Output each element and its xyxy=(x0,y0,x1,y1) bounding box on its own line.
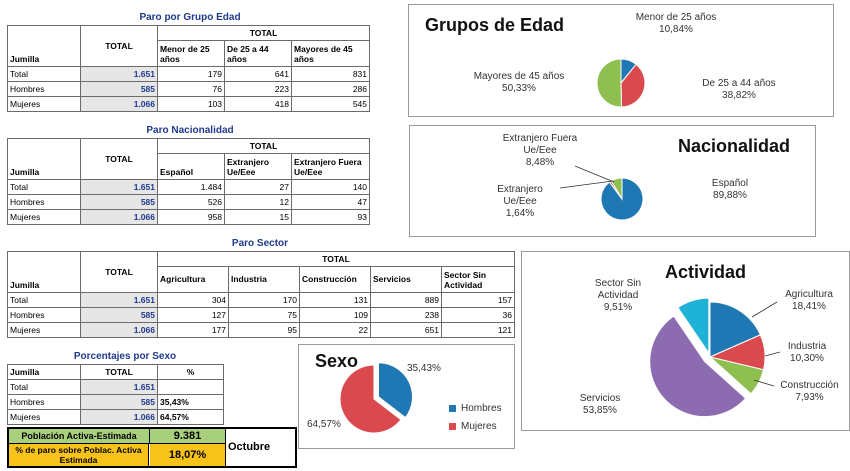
nac-col-0: Español xyxy=(158,154,225,180)
table-cell-total: 585 xyxy=(81,195,158,210)
chart-act-label-3: Servicios 53,85% xyxy=(579,393,621,416)
chart-edad-label-1: De 25 a 44 años 38,82% xyxy=(702,78,776,101)
table-row-label: Total xyxy=(8,67,81,82)
edad-col-1: De 25 a 44 años xyxy=(225,41,292,67)
table-cell: 177 xyxy=(158,323,229,338)
table-cell-pct: 35,43% xyxy=(158,395,224,410)
table-cell: 651 xyxy=(371,323,442,338)
table-cell-total: 1.066 xyxy=(81,97,158,112)
table-cell: 131 xyxy=(300,293,371,308)
chart-edad-box xyxy=(408,4,834,117)
table-row-label: Hombres xyxy=(8,395,81,410)
chart-nac-label-2: Extranjero Fuera Ue/Eee 8,48% xyxy=(502,133,578,168)
table-cell-total: 1.651 xyxy=(81,293,158,308)
table-row-label: Hombres xyxy=(8,308,81,323)
sector-col-total: TOTAL xyxy=(81,252,158,293)
table-cell: 889 xyxy=(371,293,442,308)
table-cell: 304 xyxy=(158,293,229,308)
chart-act-title: Actividad xyxy=(665,262,747,282)
sector-row-header: Jumilla xyxy=(8,252,81,293)
chart-act-label-1: Industria 10,30% xyxy=(787,341,827,364)
table-cell-total: 1.066 xyxy=(81,410,158,425)
sexo-col-total: TOTAL xyxy=(81,365,158,380)
legend-item xyxy=(449,417,502,435)
table-cell-pct xyxy=(158,380,224,395)
chart-sexo-label-0: 35,43% xyxy=(407,363,441,374)
month-label: Octubre xyxy=(228,441,271,453)
table-cell: 831 xyxy=(292,67,370,82)
table-cell: 76 xyxy=(158,82,225,97)
chart-nac-title: Nacionalidad xyxy=(678,136,791,156)
table-cell: 12 xyxy=(225,195,292,210)
sector-table-title: Paro Sector xyxy=(231,238,289,249)
sexo-row-header: Jumilla xyxy=(8,365,81,380)
chart-act-label-0: Agricultura 18,41% xyxy=(785,289,833,312)
summary-box xyxy=(7,427,297,468)
chart-act-label-2: Construcción 7,93% xyxy=(780,380,839,403)
table-cell: 95 xyxy=(229,323,300,338)
table-cell: 641 xyxy=(225,67,292,82)
chart-act-box xyxy=(521,251,850,431)
table-cell-pct: 64,57% xyxy=(158,410,224,425)
table-cell: 1.484 xyxy=(158,180,225,195)
sexo-table xyxy=(7,364,224,425)
nac-table-title: Paro Nacionalidad xyxy=(146,125,234,136)
edad-col-2: Mayores de 45 años xyxy=(292,41,370,67)
poblacion-value: 9.381 xyxy=(150,429,226,444)
chart-nac-label-1: Extranjero Ue/Eee 1,64% xyxy=(497,184,543,219)
legend-swatch xyxy=(449,423,456,430)
legend-item xyxy=(449,399,502,417)
table-cell: 958 xyxy=(158,210,225,225)
table-cell: 93 xyxy=(292,210,370,225)
chart-edad-label-0: Menor de 25 años 10,84% xyxy=(635,12,717,35)
table-cell-total: 1.066 xyxy=(81,210,158,225)
chart-sexo-box xyxy=(298,344,515,449)
table-cell: 179 xyxy=(158,67,225,82)
nac-total-header: TOTAL xyxy=(158,139,370,154)
table-cell: 157 xyxy=(442,293,515,308)
legend-swatch xyxy=(449,405,456,412)
table-cell: 238 xyxy=(371,308,442,323)
chart-sexo-title: Sexo xyxy=(315,351,359,371)
table-cell: 103 xyxy=(158,97,225,112)
sexo-table-title: Porcentajes por Sexo xyxy=(73,351,177,362)
table-cell-total: 585 xyxy=(81,395,158,410)
edad-table-title: Paro por Grupo Edad xyxy=(139,12,241,23)
sexo-col-pct: % xyxy=(158,365,224,380)
chart-act-label-4: Sector Sin Actividad 9,51% xyxy=(594,278,642,313)
table-cell: 15 xyxy=(225,210,292,225)
table-cell: 36 xyxy=(442,308,515,323)
table-cell-total: 585 xyxy=(81,308,158,323)
legend-label: Hombres xyxy=(461,402,502,414)
table-cell-total: 1.651 xyxy=(81,380,158,395)
sector-col-0: Agricultura xyxy=(158,267,229,293)
chart-nac-label-0: Español 89,88% xyxy=(711,178,749,201)
nac-col-total: TOTAL xyxy=(81,139,158,180)
table-cell: 418 xyxy=(225,97,292,112)
edad-col-total: TOTAL xyxy=(81,26,158,67)
table-row-label: Total xyxy=(8,380,81,395)
poblacion-label: Población Activa-Estimada xyxy=(9,429,150,444)
paro-label: % de paro sobre Poblac. Activa Estimada xyxy=(9,444,149,466)
pie-slice-mayores-45 xyxy=(597,59,622,107)
chart-edad-title: Grupos de Edad xyxy=(425,15,565,35)
table-cell: 27 xyxy=(225,180,292,195)
sector-total-header: TOTAL xyxy=(158,252,515,267)
table-cell: 75 xyxy=(229,308,300,323)
table-row-label: Mujeres xyxy=(8,97,81,112)
table-row-label: Mujeres xyxy=(8,410,81,425)
table-row-label: Hombres xyxy=(8,82,81,97)
sector-col-1: Industria xyxy=(229,267,300,293)
table-cell-total: 1.651 xyxy=(81,180,158,195)
table-cell: 545 xyxy=(292,97,370,112)
table-cell: 286 xyxy=(292,82,370,97)
chart-edad-label-2: Mayores de 45 años 50,33% xyxy=(473,71,565,94)
sector-col-4: Sector Sin Actividad xyxy=(442,267,515,293)
table-cell: 223 xyxy=(225,82,292,97)
chart-sexo-legend xyxy=(449,399,502,435)
sector-col-3: Servicios xyxy=(371,267,442,293)
sector-table xyxy=(7,251,515,338)
nac-col-1: Extranjero Ue/Eee xyxy=(225,154,292,180)
nac-col-2: Extranjero Fuera Ue/Eee xyxy=(292,154,370,180)
table-cell: 127 xyxy=(158,308,229,323)
edad-col-0: Menor de 25 años xyxy=(158,41,225,67)
paro-value: 18,07% xyxy=(150,444,226,466)
table-row-label: Total xyxy=(8,180,81,195)
edad-table xyxy=(7,25,370,112)
table-cell: 170 xyxy=(229,293,300,308)
table-cell: 140 xyxy=(292,180,370,195)
table-cell: 121 xyxy=(442,323,515,338)
nac-row-header: Jumilla xyxy=(8,139,81,180)
nac-table xyxy=(7,138,370,225)
table-cell: 109 xyxy=(300,308,371,323)
table-cell-total: 1.651 xyxy=(81,67,158,82)
table-cell-total: 1.066 xyxy=(81,323,158,338)
edad-total-header: TOTAL xyxy=(158,26,370,41)
table-cell: 47 xyxy=(292,195,370,210)
table-cell: 526 xyxy=(158,195,225,210)
edad-row-header: Jumilla xyxy=(8,26,81,67)
sector-col-2: Construcción xyxy=(300,267,371,293)
table-row-label: Mujeres xyxy=(8,323,81,338)
table-cell: 22 xyxy=(300,323,371,338)
table-row-label: Total xyxy=(8,293,81,308)
table-row-label: Hombres xyxy=(8,195,81,210)
legend-label: Mujeres xyxy=(461,420,497,432)
chart-nac-box xyxy=(409,125,816,237)
table-cell-total: 585 xyxy=(81,82,158,97)
table-row-label: Mujeres xyxy=(8,210,81,225)
chart-sexo-label-1: 64,57% xyxy=(307,419,341,430)
